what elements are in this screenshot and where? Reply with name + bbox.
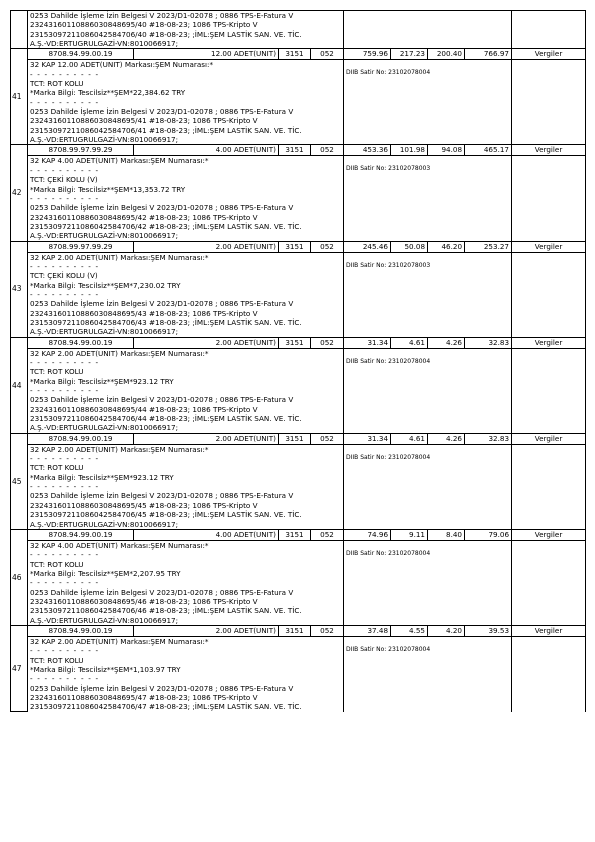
taxes-label: Vergiler [512,529,586,540]
description-line: 0253 Dahilde İşleme İzin Belgesi V 2023/D1-02078 ; 0886 TPS-E-Fatura V [30,587,294,597]
goods-items-body [11,11,586,712]
separator-line: - - - - - - - - - - [30,578,100,588]
value-2: 4.61 [391,337,428,348]
separator-line: - - - - - - - - - - [30,69,100,79]
description-line: 0253 Dahilde İşleme İzin Belgesi V 2023/D1-02078 ; 0886 TPS-E-Fatura V [30,491,294,501]
tax-detail-cell [512,540,586,625]
gtip-code: 8708.99.97.99.29 [28,241,134,252]
procedure-code: 3151 [279,529,311,540]
procedure-code: 3151 [279,337,311,348]
description-line: TCT: ROT KOLU [30,655,84,665]
description-line: 23243160110886030848695/47 #18-08-23; 1086 TPS-Kripto V [30,693,258,702]
goods-items-table [10,10,586,712]
item-number: 47 [11,625,28,711]
item-number: 44 [11,337,28,433]
diib-line-number: DIIB Satir No: 23102078004 [344,60,512,145]
tax-detail-cell [512,636,586,711]
item-number: 46 [11,529,28,625]
description-line: 32 KAP 2.00 ADET(UNIT) Markası:ŞEM Numarası:* [30,444,209,454]
quantity: 12.00 ADET(UNIT) [134,49,279,60]
description-line: A.Ş.-VD:ERTUGRULGAZİ-VN:8010066917; [30,231,179,241]
value-2: 50.08 [391,241,428,252]
tax-detail-cell [512,156,586,241]
description-line: A.Ş.-VD:ERTUGRULGAZİ-VN:8010066917; [30,519,179,529]
description-line: 0253 Dahilde İşleme İzin Belgesi V 2023/D1-02078 ; 0886 TPS-E-Fatura V [30,203,294,213]
value-2: 4.61 [391,433,428,444]
continued-line: 23153097211086042584706/40 #18-08-23; ;İML:ŞEM LASTİK SAN. VE. TİC. [30,29,302,39]
item-description [28,444,344,529]
description-line: 0253 Dahilde İşleme İzin Belgesi V 2023/D1-02078 ; 0886 TPS-E-Fatura V [30,395,294,405]
value-1: 453.36 [344,145,391,156]
value-3: 94.08 [428,145,465,156]
diib-line-number: DIIB Satir No: 23102078004 [344,444,512,529]
description-line: 32 KAP 4.00 ADET(UNIT) Markası:ŞEM Numarası:* [30,156,209,166]
item-detail-row [11,636,586,711]
item-description [28,60,344,145]
item-number: 42 [11,145,28,241]
gtip-code: 8708.94.99.00.19 [28,49,134,60]
separator-line: - - - - - - - - - - [30,261,100,271]
value-1: 31.34 [344,433,391,444]
country-code: 052 [311,337,344,348]
description-line: 32 KAP 2.00 ADET(UNIT) Markası:ŞEM Numarası:* [30,252,209,262]
separator-line: - - - - - - - - - - [30,193,100,203]
value-4: 32.83 [465,337,512,348]
continued-description [28,11,344,49]
procedure-code: 3151 [279,433,311,444]
quantity: 2.00 ADET(UNIT) [134,337,279,348]
quantity: 2.00 ADET(UNIT) [134,433,279,444]
description-line: *Marka Bilgi: Tescilsiz**ŞEM*923.12 TRY [30,376,174,386]
description-line: *Marka Bilgi: Tescilsiz**ŞEM*1,103.97 TRY [30,664,181,674]
item-header-row [11,241,586,252]
separator-line: - - - - - - - - - - [30,386,100,396]
description-line: 32 KAP 4.00 ADET(UNIT) Markası:ŞEM Numarası:* [30,540,209,550]
description-line: 0253 Dahilde İşleme İzin Belgesi V 2023/D1-02078 ; 0886 TPS-E-Fatura V [30,683,294,693]
item-description [28,540,344,625]
quantity: 4.00 ADET(UNIT) [134,529,279,540]
description-line: TCT: ROT KOLU [30,367,84,377]
value-2: 101.98 [391,145,428,156]
value-3: 4.26 [428,337,465,348]
country-code: 052 [311,241,344,252]
diib-line-number: DIIB Satir No: 23102078004 [344,540,512,625]
separator-line: - - - - - - - - - - [30,454,100,464]
description-line: 23153097211086042584706/43 #18-08-23; ;İML:ŞEM LASTİK SAN. VE. TİC. [30,317,302,327]
description-line: TCT: ÇEKİ KOLU (V) [30,175,98,185]
value-1: 37.48 [344,625,391,636]
separator-line: - - - - - - - - - - [30,646,100,656]
item-number: 41 [11,49,28,145]
tax-detail-cell [512,60,586,145]
value-4: 766.97 [465,49,512,60]
separator-line: - - - - - - - - - - [30,289,100,299]
item-detail-row [11,60,586,145]
procedure-code: 3151 [279,625,311,636]
declaration-page [10,10,585,712]
value-1: 759.96 [344,49,391,60]
gtip-code: 8708.94.99.00.19 [28,529,134,540]
description-line: 23243160110886030848695/44 #18-08-23; 1086 TPS-Kripto V [30,404,258,414]
continued-line: A.Ş.-VD:ERTUGRULGAZİ-VN:8010066917; [30,39,179,49]
tax-detail-cell [512,444,586,529]
value-4: 79.06 [465,529,512,540]
value-2: 217.23 [391,49,428,60]
description-line: 23153097211086042584706/46 #18-08-23; ;İML:ŞEM LASTİK SAN. VE. TİC. [30,606,302,616]
value-4: 465.17 [465,145,512,156]
country-code: 052 [311,433,344,444]
procedure-code: 3151 [279,241,311,252]
description-line: TCT: ROT KOLU [30,463,84,473]
value-2: 4.55 [391,625,428,636]
description-line: 23243160110886030848695/45 #18-08-23; 1086 TPS-Kripto V [30,500,258,510]
quantity: 2.00 ADET(UNIT) [134,241,279,252]
description-line: 23153097211086042584706/45 #18-08-23; ;İML:ŞEM LASTİK SAN. VE. TİC. [30,510,302,520]
item-description [28,156,344,241]
value-3: 46.20 [428,241,465,252]
diib-line-number: DIIB Satir No: 23102078004 [344,348,512,433]
continued-line: 23243160110886030848695/40 #18-08-23; 1086 TPS-Kripto V [30,20,258,30]
diib-line-number: DIIB Satir No: 23102078003 [344,156,512,241]
diib-line-number: DIIB Satir No: 23102078003 [344,252,512,337]
separator-line: - - - - - - - - - - [30,97,100,107]
description-line: A.Ş.-VD:ERTUGRULGAZİ-VN:8010066917; [30,615,179,625]
description-line: 23153097211086042584706/41 #18-08-23; ;İML:ŞEM LASTİK SAN. VE. TİC. [30,125,302,135]
taxes-label: Vergiler [512,145,586,156]
item-description [28,348,344,433]
description-line: TCT: ÇEKİ KOLU (V) [30,271,98,281]
separator-line: - - - - - - - - - - [30,165,100,175]
description-line: 32 KAP 12.00 ADET(UNIT) Markası:ŞEM Numarası:* [30,60,214,70]
continued-line: 0253 Dahilde İşleme İzin Belgesi V 2023/D1-02078 ; 0886 TPS-E-Fatura V [30,11,294,20]
description-line: 23243160110886030848695/43 #18-08-23; 1086 TPS-Kripto V [30,308,258,318]
item-header-row [11,337,586,348]
quantity: 4.00 ADET(UNIT) [134,145,279,156]
country-code: 052 [311,529,344,540]
gtip-code: 8708.99.97.99.29 [28,145,134,156]
procedure-code: 3151 [279,145,311,156]
item-description [28,636,344,711]
separator-line: - - - - - - - - - - [30,674,100,684]
description-line: 0253 Dahilde İşleme İzin Belgesi V 2023/D1-02078 ; 0886 TPS-E-Fatura V [30,299,294,309]
separator-line: - - - - - - - - - - [30,358,100,367]
description-line: 32 KAP 2.00 ADET(UNIT) Markası:ŞEM Numarası:* [30,636,209,646]
quantity: 2.00 ADET(UNIT) [134,625,279,636]
gtip-code: 8708.94.99.00.19 [28,433,134,444]
description-line: TCT: ROT KOLU [30,79,84,89]
description-line: 23153097211086042584706/47 #18-08-23; ;İML:ŞEM LASTİK SAN. VE. TİC. [30,702,302,712]
gtip-code: 8708.94.99.00.19 [28,337,134,348]
item-detail-row [11,444,586,529]
item-header-row [11,625,586,636]
value-4: 32.83 [465,433,512,444]
taxes-label: Vergiler [512,241,586,252]
item-detail-row [11,540,586,625]
item-header-row [11,433,586,444]
item-number: 45 [11,433,28,529]
value-3: 8.40 [428,529,465,540]
description-line: TCT: ROT KOLU [30,559,84,569]
item-detail-row [11,156,586,241]
diib-line-number: DIIB Satir No: 23102078004 [344,636,512,711]
separator-line: - - - - - - - - - - [30,550,100,560]
description-line: A.Ş.-VD:ERTUGRULGAZİ-VN:8010066917; [30,423,179,433]
description-line: *Marka Bilgi: Tescilsiz**ŞEM*13,353.72 TRY [30,184,186,194]
taxes-label: Vergiler [512,49,586,60]
item-detail-row [11,348,586,433]
country-code: 052 [311,145,344,156]
description-line: 32 KAP 2.00 ADET(UNIT) Markası:ŞEM Numarası:* [30,348,209,358]
description-line: *Marka Bilgi: Tescilsiz**ŞEM*7,230.02 TRY [30,280,181,290]
country-code: 052 [311,625,344,636]
country-code: 052 [311,49,344,60]
separator-line: - - - - - - - - - - [30,482,100,492]
item-header-row [11,145,586,156]
description-line: 23153097211086042584706/42 #18-08-23; ;İML:ŞEM LASTİK SAN. VE. TİC. [30,221,302,231]
description-line: *Marka Bilgi: Tescilsiz**ŞEM*2,207.95 TRY [30,568,181,578]
item-header-row [11,49,586,60]
tax-detail-cell [512,348,586,433]
item-header-row [11,529,586,540]
description-line: A.Ş.-VD:ERTUGRULGAZİ-VN:8010066917; [30,135,179,145]
description-line: A.Ş.-VD:ERTUGRULGAZİ-VN:8010066917; [30,327,179,337]
description-line: *Marka Bilgi: Tescilsiz**ŞEM*22,384.62 TRY [30,88,186,98]
description-line: 23243160110886030848695/46 #18-08-23; 1086 TPS-Kripto V [30,596,258,606]
item-description [28,252,344,337]
continued-tax-cell [512,11,586,49]
item-detail-row [11,252,586,337]
tax-detail-cell [512,252,586,337]
value-4: 39.53 [465,625,512,636]
continued-index-cell [11,11,28,49]
value-3: 4.26 [428,433,465,444]
continued-row [11,11,586,49]
value-1: 74.96 [344,529,391,540]
value-1: 245.46 [344,241,391,252]
description-line: 23153097211086042584706/44 #18-08-23; ;İML:ŞEM LASTİK SAN. VE. TİC. [30,414,302,424]
item-number: 43 [11,241,28,337]
value-2: 9.11 [391,529,428,540]
description-line: 0253 Dahilde İşleme İzin Belgesi V 2023/D1-02078 ; 0886 TPS-E-Fatura V [30,107,294,117]
value-3: 200.40 [428,49,465,60]
gtip-code: 8708.94.99.00.19 [28,625,134,636]
taxes-label: Vergiler [512,433,586,444]
value-1: 31.34 [344,337,391,348]
taxes-label: Vergiler [512,337,586,348]
procedure-code: 3151 [279,49,311,60]
description-line: 23243160110886030848695/42 #18-08-23; 1086 TPS-Kripto V [30,212,258,222]
description-line: 23243160110886030848695/41 #18-08-23; 1086 TPS-Kripto V [30,116,258,126]
continued-values-cell [344,11,512,49]
value-4: 253.27 [465,241,512,252]
taxes-label: Vergiler [512,625,586,636]
value-3: 4.20 [428,625,465,636]
description-line: *Marka Bilgi: Tescilsiz**ŞEM*923.12 TRY [30,472,174,482]
